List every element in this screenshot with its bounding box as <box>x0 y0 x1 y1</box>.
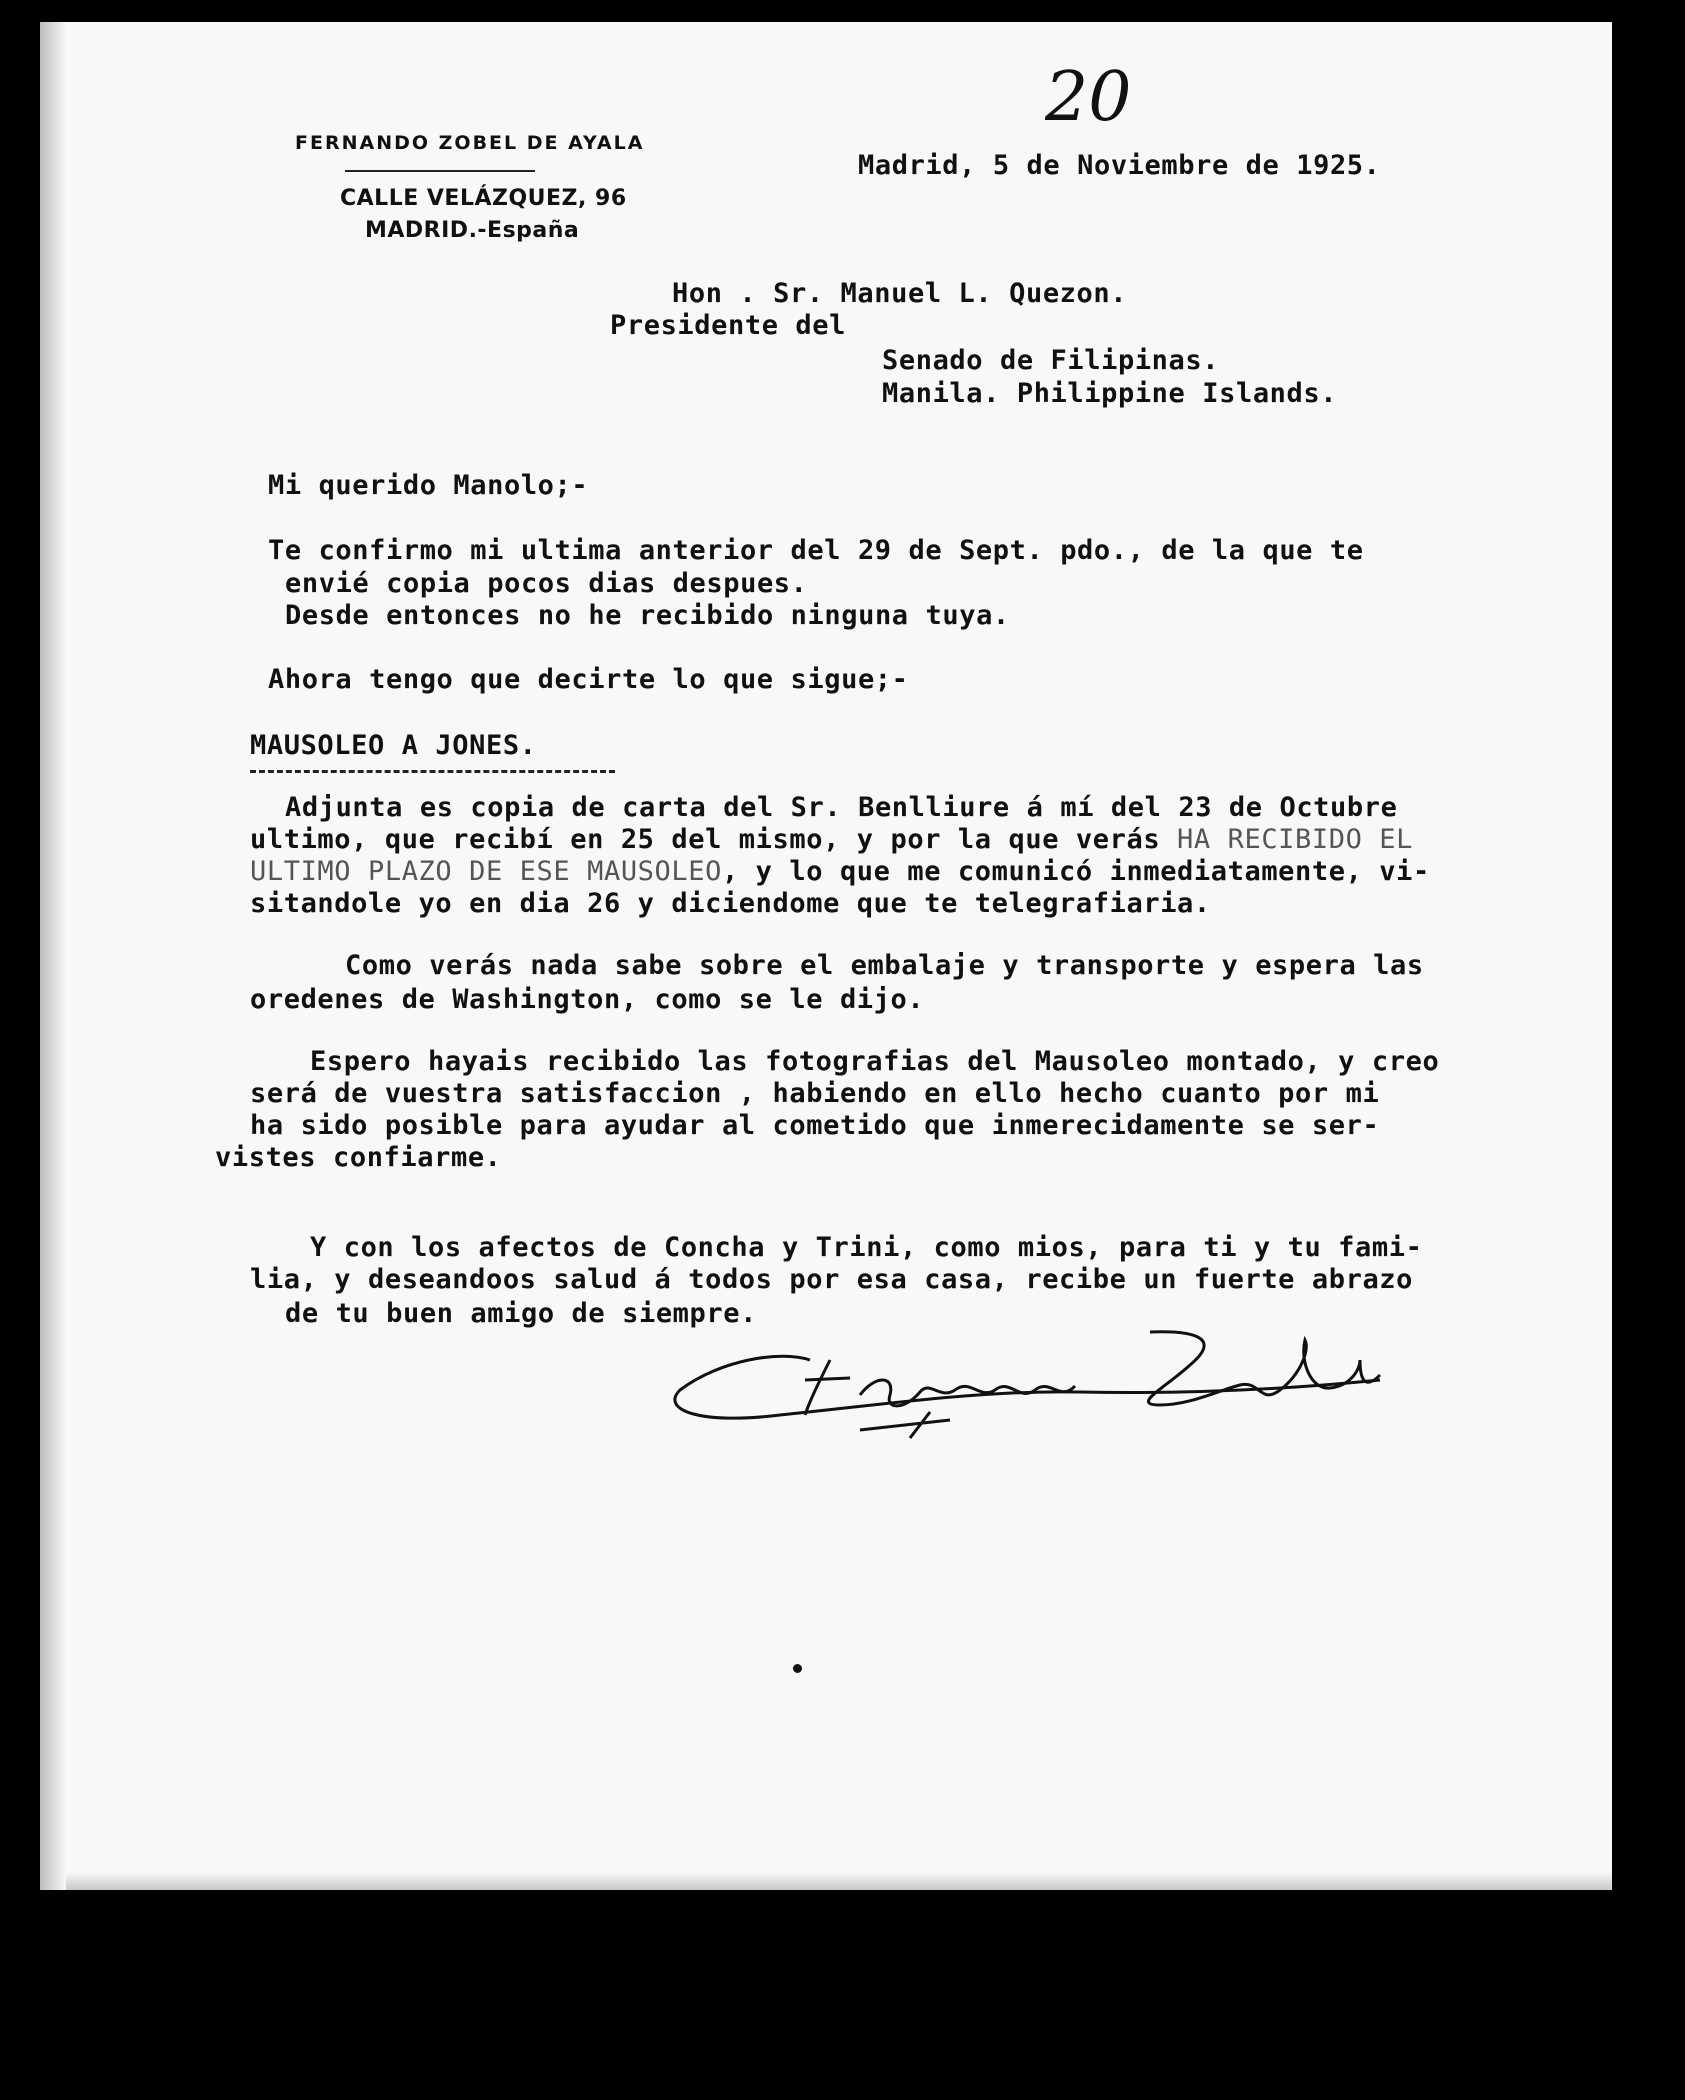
paragraph-4-line-3: ha sido posible para ayudar al cometido que inmerecidamente se ser- <box>250 1110 1380 1141</box>
paragraph-2-line-3-text: , y lo que me comunicó inmediatamente, vi- <box>721 856 1430 887</box>
addressee-line-4: Manila. Philippine Islands. <box>882 378 1338 409</box>
paragraph-2-line-3-faint: ULTIMO PLAZO DE ESE MAUSOLEO <box>250 856 722 887</box>
paragraph-1-line-3: Desde entonces no he recibido ninguna tuya. <box>285 600 1010 631</box>
addressee-line-2: Presidente del <box>610 310 846 341</box>
salutation: Mi querido Manolo;- <box>268 470 589 501</box>
addressee-line-3: Senado de Filipinas. <box>882 345 1220 376</box>
paragraph-4-line-2: será de vuestra satisfaccion , habiendo en ello hecho cuanto por mi <box>250 1078 1380 1109</box>
paragraph-1-line-1: Te confirmo mi ultima anterior del 29 de Sept. pdo., de la que te <box>268 535 1364 566</box>
letterhead-city: MADRID.-España <box>365 218 580 243</box>
closing-line-2: lia, y deseandoos salud á todos por esa casa, recibe un fuerte abrazo <box>250 1264 1414 1295</box>
letterhead-name: FERNANDO ZOBEL DE AYALA <box>295 132 645 154</box>
date-line: Madrid, 5 de Noviembre de 1925. <box>858 150 1381 181</box>
page-edge-shadow <box>40 22 66 1890</box>
paragraph-2-line-2-faint: HA RECIBIDO EL <box>1177 824 1414 855</box>
closing-line-3: de tu buen amigo de siempre. <box>285 1298 757 1329</box>
stray-ink-dot <box>793 1664 802 1673</box>
letterhead-rule <box>345 170 535 172</box>
paragraph-4-line-1: Espero hayais recibido las fotografias del Mausoleo montado, y creo <box>310 1046 1440 1077</box>
paragraph-2-line-4: sitandole yo en dia 26 y diciendome que te telegrafiaria. <box>250 888 1211 919</box>
paragraph-3-line-2: oredenes de Washington, como se le dijo. <box>250 984 925 1015</box>
paragraph-2-line-3 <box>250 856 1430 887</box>
paragraph-3-line-1: Como verás nada sabe sobre el embalaje y transporte y espera las <box>345 950 1424 981</box>
paragraph-2-line-2 <box>250 824 1413 855</box>
addressee-line-1: Hon . Sr. Manuel L. Quezon. <box>672 278 1128 309</box>
closing-line-1: Y con los afectos de Concha y Trini, como mios, para ti y tu fami- <box>310 1232 1423 1263</box>
intro-line: Ahora tengo que decirte lo que sigue;- <box>268 664 909 695</box>
paragraph-4-line-4: vistes confiarme. <box>215 1142 502 1173</box>
paragraph-1-line-2: envié copia pocos dias despues. <box>285 568 808 599</box>
page-number: 20 <box>1045 58 1132 137</box>
paragraph-2-line-1: Adjunta es copia de carta del Sr. Benlliure á mí del 23 de Octubre <box>285 792 1398 823</box>
letterhead-street: CALLE VELÁZQUEZ, 96 <box>340 186 627 211</box>
signature <box>660 1320 1400 1460</box>
section-heading: MAUSOLEO A JONES. <box>250 730 537 761</box>
heading-dashed-rule <box>250 770 615 773</box>
paragraph-2-line-2-text: ultimo, que recibí en 25 del mismo, y por la que verás <box>250 824 1178 855</box>
